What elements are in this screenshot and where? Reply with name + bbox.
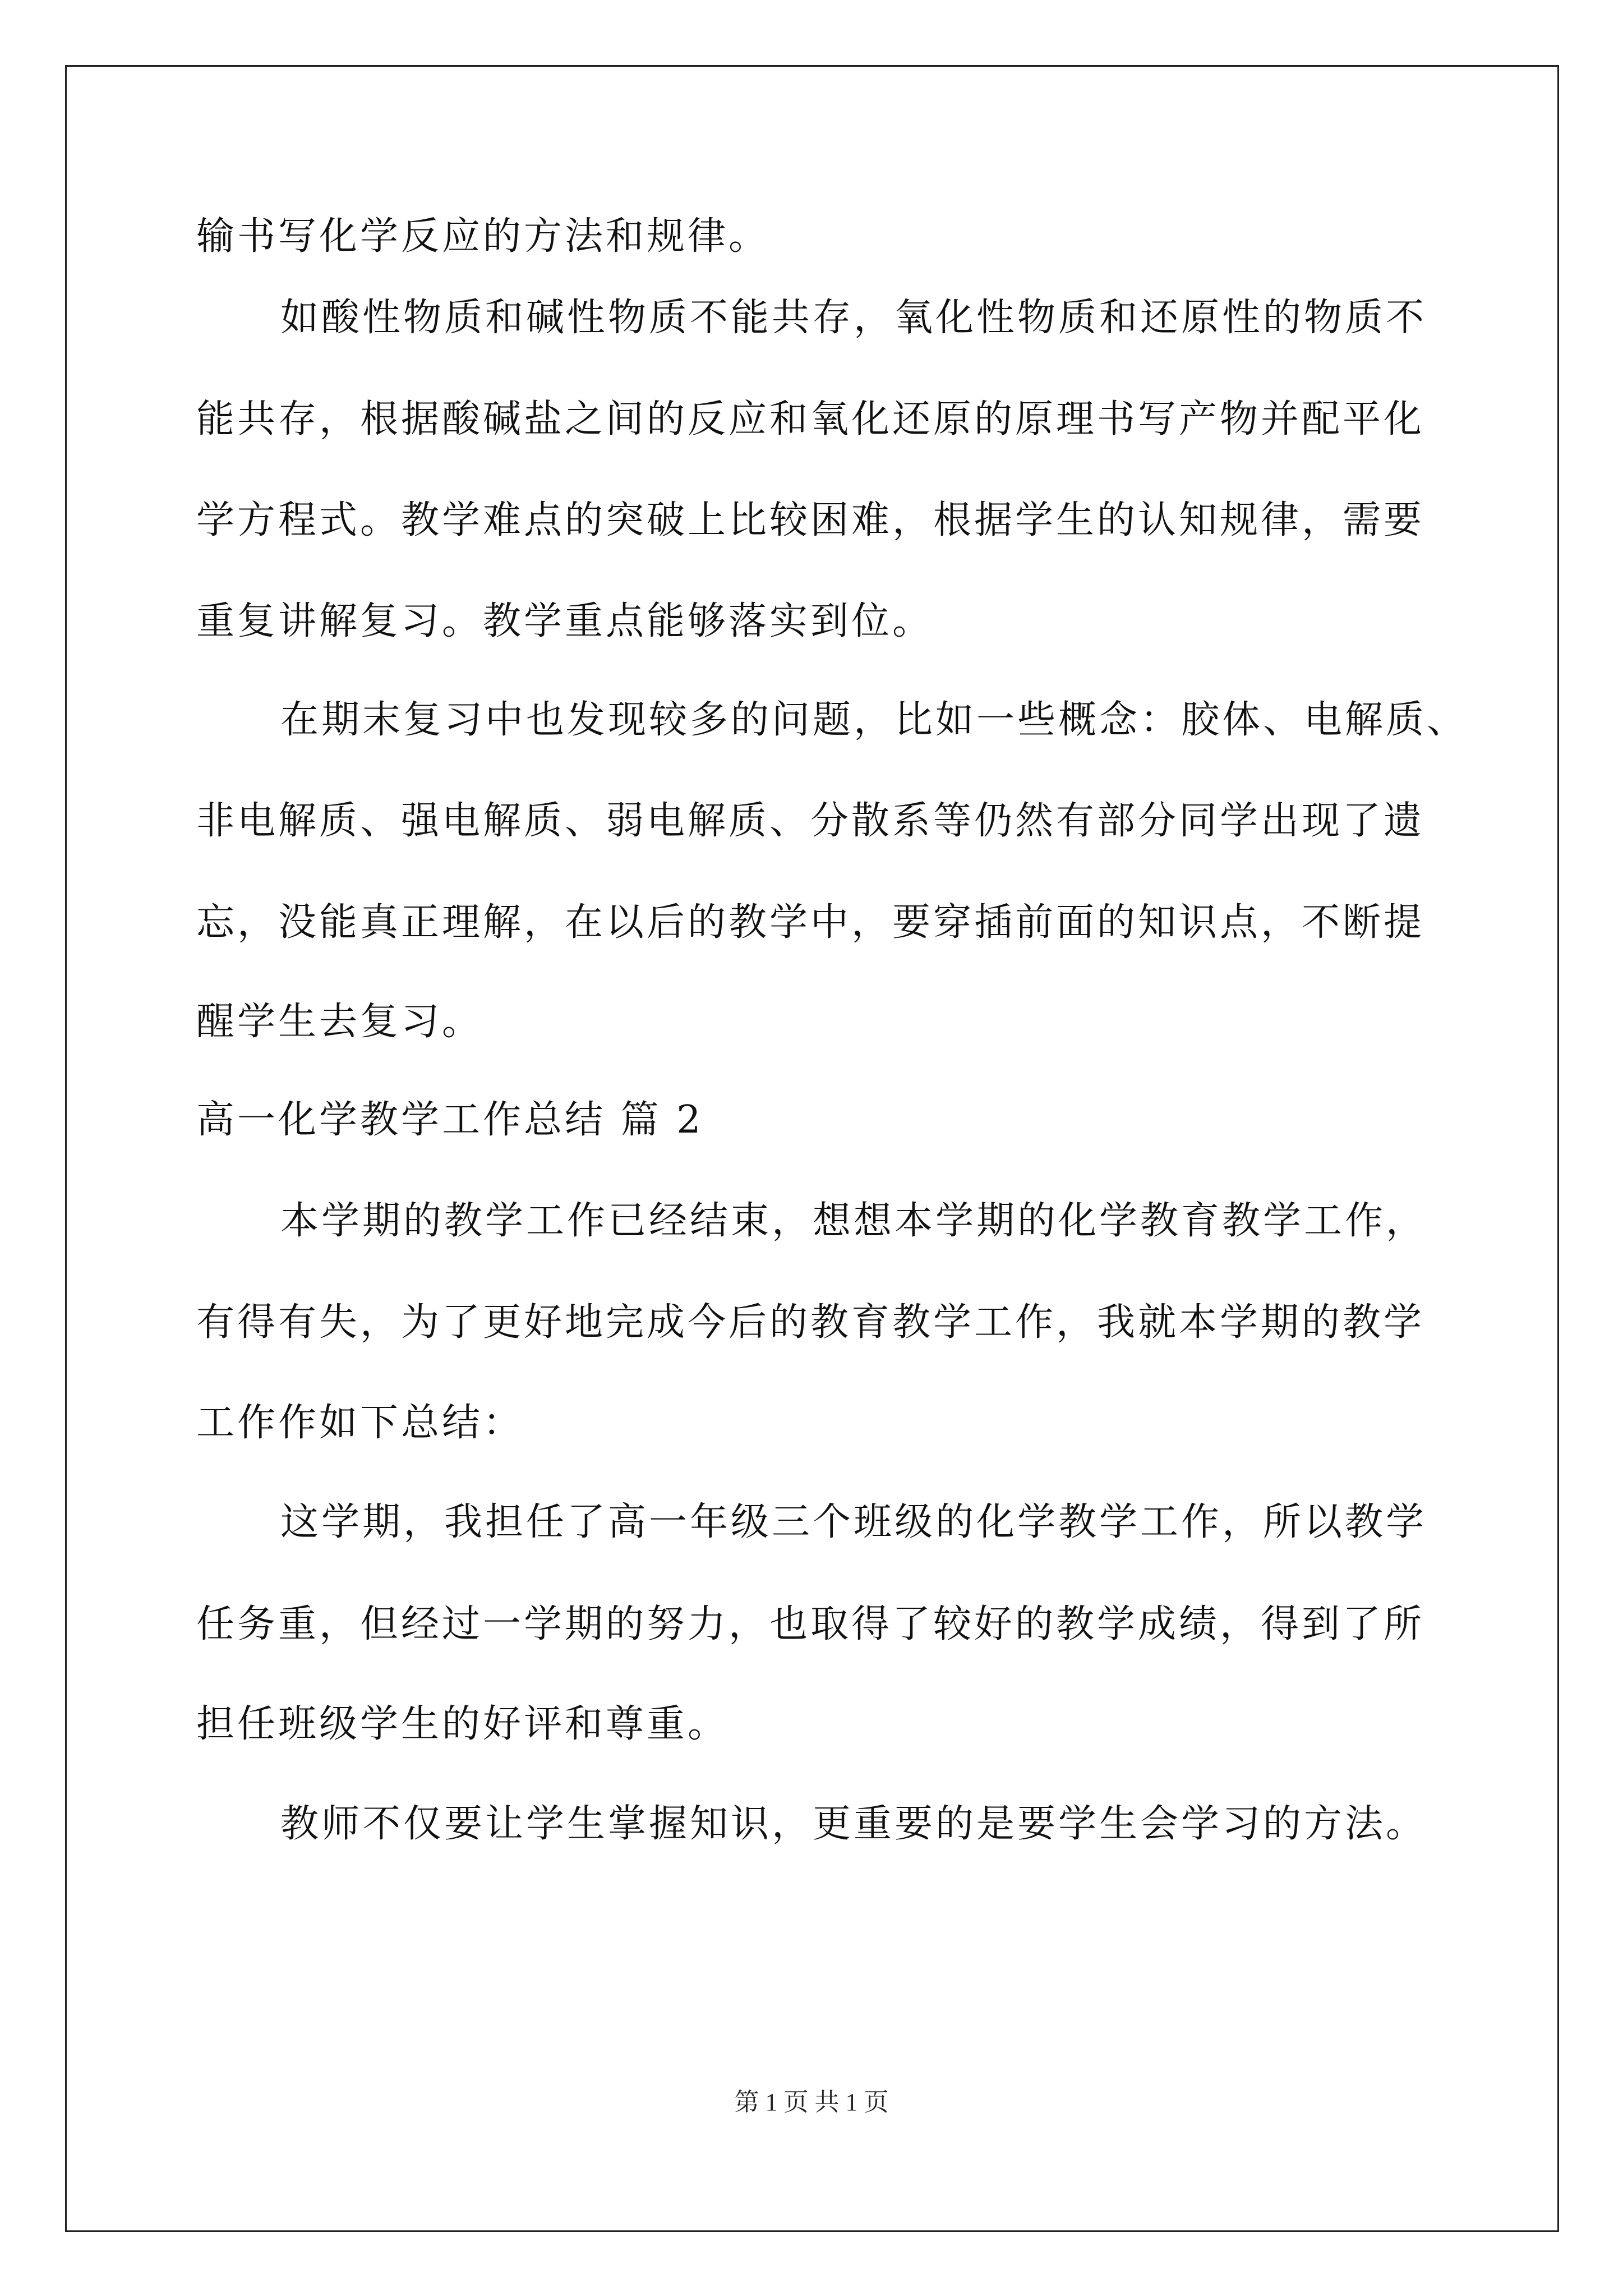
body-text-line: 学方程式。教学难点的突破上比较困难，根据学生的认知规律，需要: [196, 498, 1425, 542]
body-text-line: 这学期，我担任了高一年级三个班级的化学教学工作，所以教学: [280, 1500, 1427, 1544]
body-text-line: 输书写化学反应的方法和规律。: [196, 214, 770, 259]
body-text-line: 醒学生去复习。: [196, 1000, 483, 1044]
body-text-line: 担任班级学生的好评和尊重。: [196, 1702, 729, 1746]
body-text-line: 任务重，但经过一学期的努力，也取得了较好的教学成绩，得到了所: [196, 1602, 1425, 1646]
page-border: [65, 65, 1559, 2232]
page-footer: 第 1 页 共 1 页: [734, 2088, 889, 2116]
body-text-line: 重复讲解复习。教学重点能够落实到位。: [196, 599, 934, 643]
body-text-line: 工作作如下总结：: [196, 1401, 524, 1445]
body-text-line: 在期末复习中也发现较多的问题，比如一些概念：胶体、电解质、: [280, 698, 1468, 742]
body-text-line: 非电解质、强电解质、弱电解质、分散系等仍然有部分同学出现了遗: [196, 799, 1425, 843]
body-text-line: 本学期的教学工作已经结束，想想本学期的化学教育教学工作，: [280, 1199, 1427, 1243]
body-text-line: 能共存，根据酸碱盐之间的反应和氧化还原的原理书写产物并配平化: [196, 397, 1425, 441]
body-text-line: 如酸性物质和碱性物质不能共存，氧化性物质和还原性的物质不: [280, 296, 1427, 340]
body-text-line: 教师不仅要让学生掌握知识，更重要的是要学生会学习的方法。: [280, 1802, 1427, 1846]
body-text-line: 有得有失，为了更好地完成今后的教育教学工作，我就本学期的教学: [196, 1300, 1425, 1345]
body-text-line: 忘，没能真正理解，在以后的教学中，要穿插前面的知识点，不断提: [196, 900, 1425, 945]
section-heading: 高一化学教学工作总结 篇 2: [196, 1098, 704, 1142]
